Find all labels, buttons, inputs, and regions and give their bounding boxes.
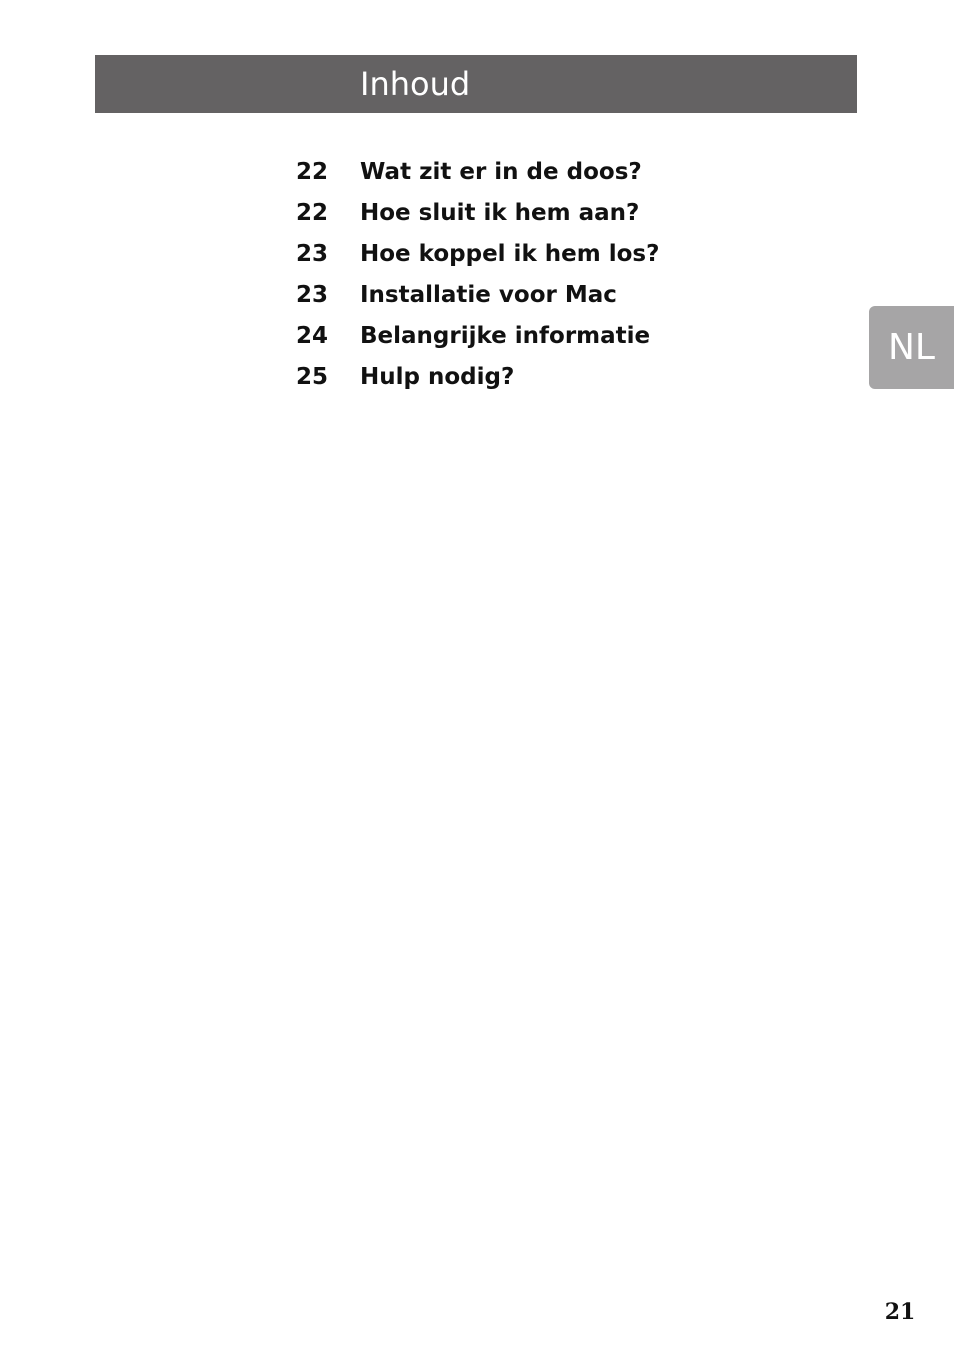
language-tab — [869, 306, 954, 389]
page-number: 21 — [884, 1299, 916, 1325]
toc-entry-label: Belangrijke informatie — [360, 323, 651, 349]
toc-entry-label: Wat zit er in de doos? — [360, 159, 642, 185]
toc-page-number: 22 — [296, 159, 329, 185]
toc-entry-label: Hulp nodig? — [360, 364, 515, 390]
toc-page-number: 22 — [296, 200, 329, 226]
toc-entry-label: Hoe sluit ik hem aan? — [360, 200, 640, 226]
language-tab-label: NL — [888, 327, 935, 368]
toc-page-number: 23 — [296, 241, 329, 267]
section-title-bar — [95, 55, 857, 113]
section-title: Inhoud — [360, 65, 471, 103]
toc-page-number: 25 — [296, 364, 329, 390]
toc-entry-label: Installatie voor Mac — [360, 282, 617, 308]
toc-entry-label: Hoe koppel ik hem los? — [360, 241, 660, 267]
toc-page-number: 23 — [296, 282, 329, 308]
toc-page-number: 24 — [296, 323, 329, 349]
